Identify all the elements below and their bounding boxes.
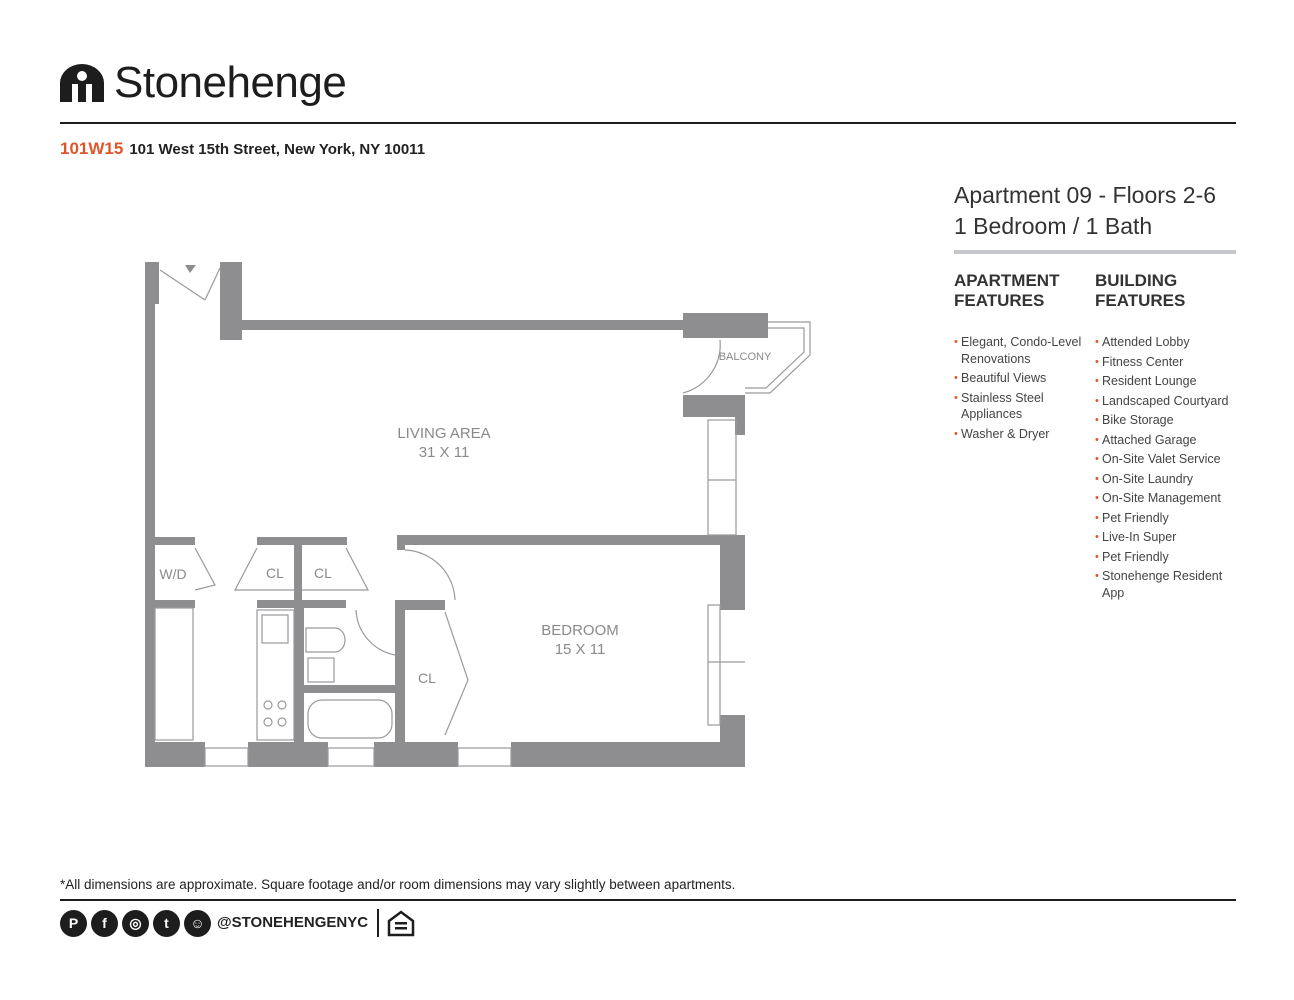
apartment-title-line1: Apartment 09 - Floors 2-6 (954, 182, 1217, 208)
wall (374, 742, 458, 767)
door-swing (356, 610, 395, 655)
pinterest-icon[interactable]: P (60, 910, 87, 937)
window (458, 748, 511, 766)
apartment-title-line2: 1 Bedroom / 1 Bath (954, 213, 1153, 239)
wall (145, 262, 155, 767)
brand-name: Stonehenge (114, 58, 347, 107)
list-item: • Pet Friendly (1095, 510, 1235, 527)
closet-label: CL (314, 565, 332, 581)
heading-line: FEATURES (954, 291, 1045, 310)
list-item: • Attended Lobby (1095, 334, 1235, 351)
wall (720, 535, 745, 610)
wall (511, 742, 745, 767)
wall (683, 313, 768, 338)
list-item: • Pet Friendly (1095, 549, 1235, 566)
bath-sink (308, 658, 334, 682)
wall (304, 685, 395, 693)
wall (145, 262, 159, 304)
toilet (306, 628, 345, 652)
stove-burner (278, 718, 286, 726)
entry-arrow-icon (185, 265, 196, 273)
stove-burner (278, 701, 286, 709)
list-item: • Resident Lounge (1095, 373, 1235, 390)
apartment-title-divider (954, 250, 1236, 254)
heading-line: FEATURES (1095, 291, 1186, 310)
window (205, 748, 248, 766)
street-address: 101 West 15th Street, New York, NY 10011 (129, 141, 426, 158)
list-item: • On-Site Valet Service (1095, 451, 1235, 468)
dimensions-disclaimer: *All dimensions are approximate. Square footage and/or room dimensions may vary slightly between apartments. (60, 877, 736, 892)
stove-burner (264, 701, 272, 709)
heading-line: BUILDING (1095, 271, 1178, 290)
list-item: • Attached Garage (1095, 432, 1235, 449)
sink (262, 615, 288, 643)
list-item: • On-Site Management (1095, 490, 1235, 507)
apartment-features-list (954, 334, 1086, 445)
wall (397, 535, 745, 545)
window (708, 420, 736, 535)
wall (145, 742, 205, 767)
social-handle[interactable]: @STONEHENGENYC (217, 914, 369, 931)
list-item: • Beautiful Views (954, 370, 1086, 387)
door-swing (235, 548, 295, 590)
building-code: 101W15 (60, 139, 124, 158)
list-item: • Fitness Center (1095, 354, 1235, 371)
list-item: • Bike Storage (1095, 412, 1235, 429)
door-swing (195, 548, 215, 590)
fixtures (155, 268, 810, 766)
building-features-heading (1095, 271, 1185, 311)
wall (220, 320, 685, 330)
window (708, 605, 720, 725)
washer-dryer-label: W/D (159, 566, 187, 582)
twitter-icon[interactable]: t (153, 910, 180, 937)
walls (145, 262, 768, 767)
wall (395, 600, 405, 745)
bedroom-label: BEDROOM (541, 622, 619, 639)
apartment-features-heading (954, 271, 1059, 311)
list-item: • Live-In Super (1095, 529, 1235, 546)
wall (397, 535, 405, 550)
wall (155, 537, 195, 545)
room-labels (159, 351, 772, 686)
door-swing (405, 550, 455, 600)
list-item: • Elegant, Condo-Level Renovations (954, 334, 1086, 367)
snapchat-icon[interactable]: ☺ (184, 910, 211, 937)
bedroom-dims: 15 X 11 (554, 641, 606, 658)
wall (248, 742, 328, 767)
stove-burner (264, 718, 272, 726)
footer-separator (377, 909, 379, 937)
door-swing (445, 612, 468, 735)
kitchen-counter (155, 608, 193, 740)
building-features-list (1095, 334, 1235, 604)
list-item: • Washer & Dryer (954, 426, 1086, 443)
closet-label: CL (266, 565, 284, 581)
apartment-title (954, 180, 1216, 242)
window (328, 748, 374, 766)
instagram-icon[interactable]: ◎ (122, 910, 149, 937)
list-item: • Stonehenge Resident App (1095, 568, 1235, 601)
living-area-dims: 31 X 11 (418, 444, 470, 461)
list-item: • On-Site Laundry (1095, 471, 1235, 488)
living-area-label: LIVING AREA (397, 425, 491, 442)
wall (294, 600, 304, 745)
wall (294, 537, 302, 607)
list-item: • Landscaped Courtyard (1095, 393, 1235, 410)
door-swing (302, 548, 368, 590)
equal-housing-icon (386, 909, 416, 937)
door-swing (683, 340, 720, 393)
balcony-label: BALCONY (718, 351, 772, 363)
facebook-icon[interactable]: f (91, 910, 118, 937)
footer-divider (60, 899, 1236, 901)
social-links (60, 909, 211, 937)
wall (257, 600, 297, 608)
bathtub (308, 700, 392, 738)
list-item: • Stainless Steel Appliances (954, 390, 1086, 423)
wall (155, 600, 195, 608)
closet-label: CL (418, 670, 436, 686)
heading-line: APARTMENT (954, 271, 1060, 290)
